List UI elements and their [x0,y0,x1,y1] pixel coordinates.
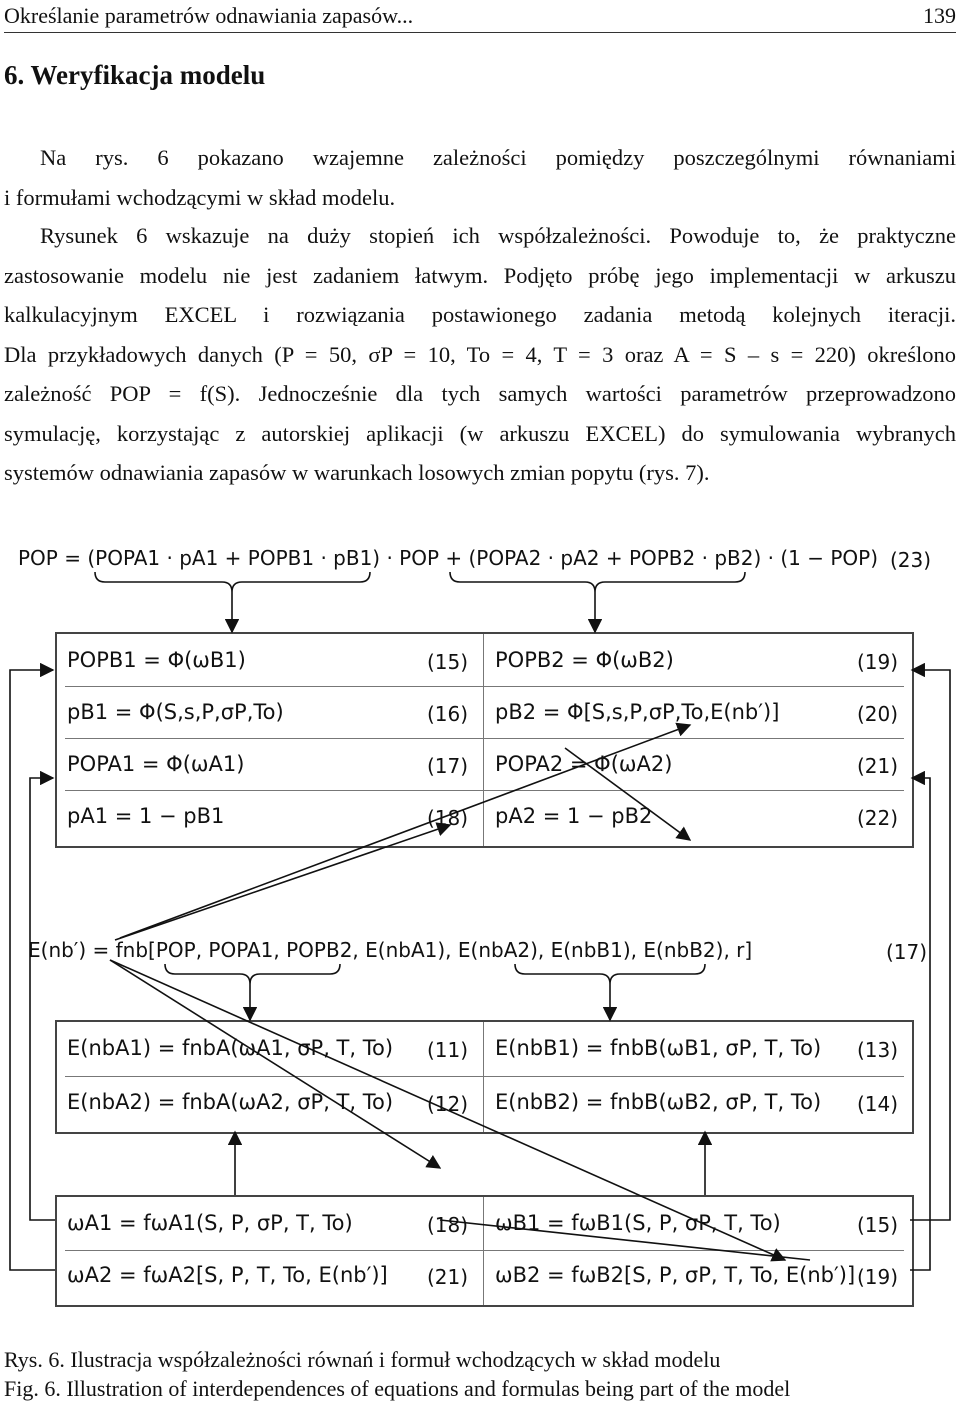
equation: pA1 = 1 − pB1 [67,804,225,828]
interdependence-diagram [0,520,960,1320]
paragraph-line: Dla przykładowych danych (P = 50, σP = 10, To = 4, T = 3 oraz A = S – s = 220) określono [4,341,956,367]
figure-caption-en: Fig. 6. Illustration of interdependences of equations and formulas being part of the model [4,1376,791,1401]
equation-number: (18) [427,1213,469,1237]
equation: POPB1 = Φ(ωB1) [67,648,246,672]
paragraph-line: kalkulacyjnym EXCEL i rozwiązania postawionego zadania metodą kolejnych iteracji. [4,302,956,327]
equation-number: (19) [857,1265,899,1289]
equation-number: (13) [857,1038,899,1062]
equation-number: (22) [857,806,899,830]
paragraph-line: zastosowanie modelu nie jest zadaniem łatwym. Podjęto próbę jego implementacji w arkuszu [4,262,956,288]
page-number: 139 [923,3,956,28]
equation-number: (11) [427,1038,469,1062]
section-title: 6. Weryfikacja modelu [4,60,266,90]
omega-formulas-box [55,1195,914,1307]
running-header [4,2,956,33]
paragraph-line: systemów odnawiania zapasów w warunkach losowych zmian popytu (rys. 7). [4,460,710,485]
paragraph-1 [4,138,956,217]
figure-caption-pl: Rys. 6. Ilustracja współzależności równań i formuł wchodzących w skład modelu [4,1347,721,1372]
equation-number: (14) [857,1092,899,1116]
paragraph-line: i formułami wchodzącymi w skład modelu. [4,184,396,210]
equation-number: (15) [857,1213,899,1237]
equation: POPA2 = Φ(ωA2) [495,752,673,776]
equation-number: (17) [886,940,928,964]
probability-formulas-box [55,632,914,848]
equation-number: (21) [857,754,899,778]
equation: ωB1 = fωB1(S, P, σP, T, To) [495,1211,781,1235]
middle-equation: E(nb′) = fnb[POP, POPA1, POPB2, E(nbA1), E(nbA2), E(nbB1), E(nbB2), r] [28,938,753,962]
equation: E(nbB2) = fnbB(ωB2, σP, T, To) [495,1090,822,1114]
paragraph-line: zależność POP = f(S). Jednocześnie dla tych samych wartości parametrów przeprowadzono [4,381,956,406]
equation: pB1 = Φ(S,s,P,σP,To) [67,700,284,724]
equation-number: (16) [427,702,469,726]
equation: POPB2 = Φ(ωB2) [495,648,674,672]
equation: ωA1 = fωA1(S, P, σP, T, To) [67,1211,353,1235]
expected-value-box [55,1020,914,1134]
paragraph-line: Rysunek 6 wskazuje na duży stopień ich współzależności. Powoduje to, że praktyczne [40,223,956,248]
equation: pB2 = Φ[S,s,P,σP,To,E(nb′)] [495,700,780,724]
equation: E(nbB1) = fnbB(ωB1, σP, T, To) [495,1036,822,1060]
equation-number: (12) [427,1092,469,1116]
equation: E(nbA2) = fnbA(ωA2, σP, T, To) [67,1090,394,1114]
equation-number: (17) [427,754,469,778]
paragraph-line: Na rys. 6 pokazano wzajemne zależności pomiędzy poszczególnymi równaniami [40,145,956,170]
equation: ωB2 = fωB2[S, P, σP, T, To, E(nb′)] [495,1263,856,1287]
equation: ωA2 = fωA2[S, P, T, To, E(nb′)] [67,1263,388,1287]
top-equation: POP = (POPA1 · pA1 + POPB1 · pB1) · POP + (POPA2 · pA2 + POPB2 · pB2) · (1 − POP) [18,546,879,570]
running-header-title: Określanie parametrów odnawiania zapasów... [4,3,414,28]
paragraph-line: symulację, korzystając z autorskiej aplikacji (w arkuszu EXCEL) do symulowania wybranych [4,420,956,446]
equation-number: (18) [427,806,469,830]
equation-number: (20) [857,702,899,726]
equation: pA2 = 1 − pB2 [495,804,653,828]
equation-number: (19) [857,650,899,674]
equation: E(nbA1) = fnbA(ωA1, σP, T, To) [67,1036,394,1060]
equation: POPA1 = Φ(ωA1) [67,752,245,776]
paragraph-2 [4,216,956,493]
equation-number: (23) [890,548,932,572]
equation-number: (21) [427,1265,469,1289]
equation-number: (15) [427,650,469,674]
